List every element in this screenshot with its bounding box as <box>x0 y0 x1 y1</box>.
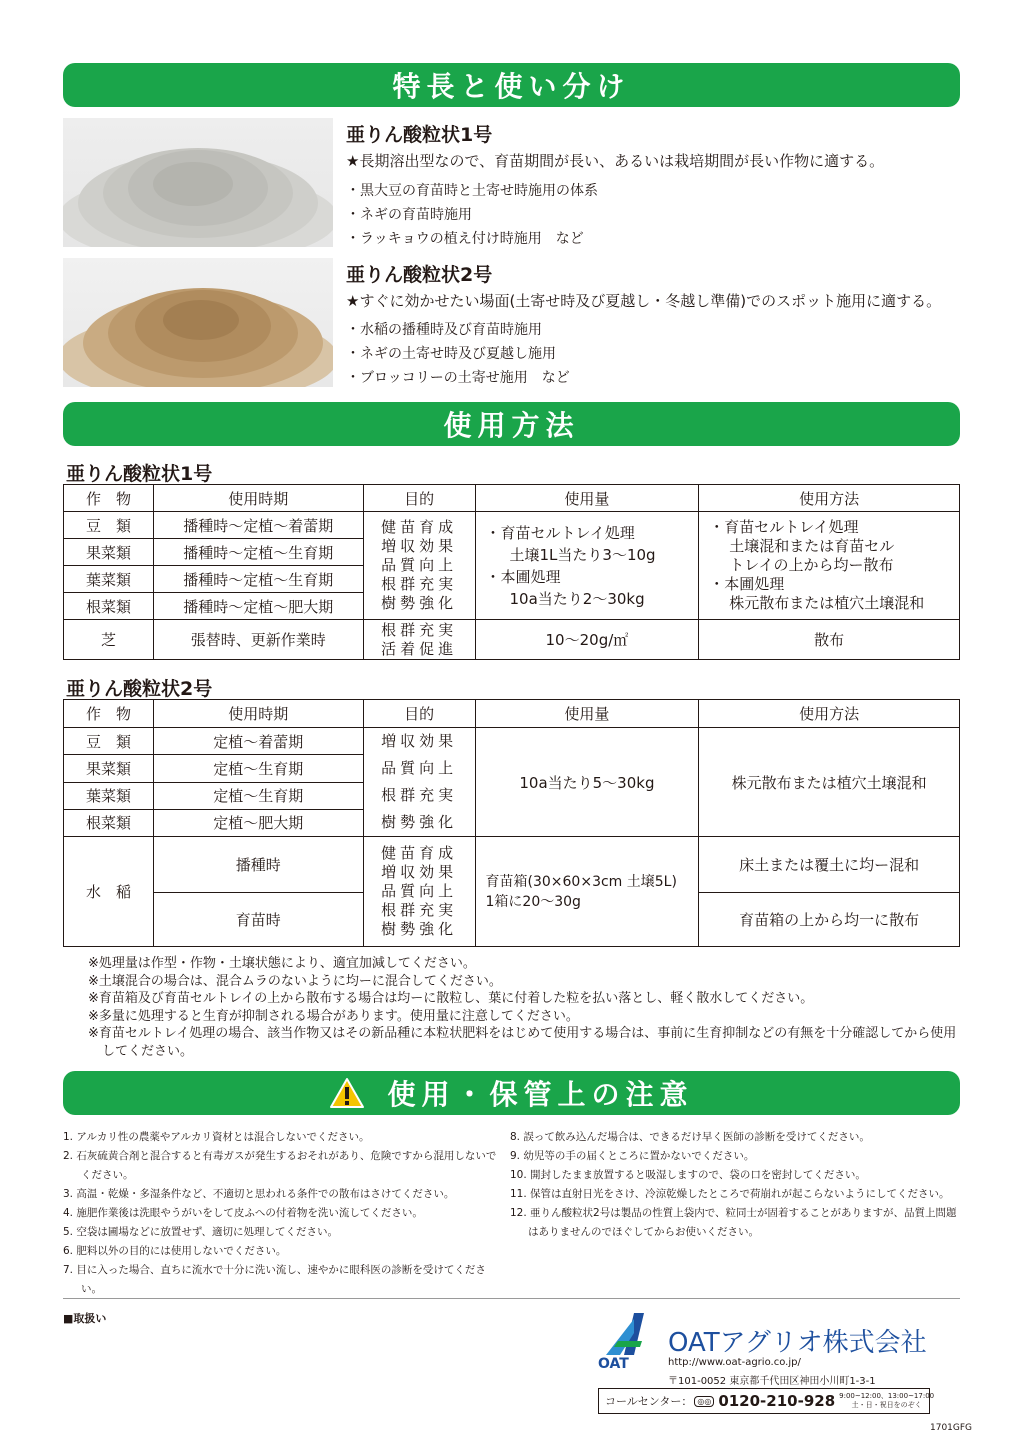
note: ※育苗箱及び育苗セルトレイの上から散布する場合は均ーに散粒し、葉に付着した粒を払い落とし、軽く散水してください。 <box>88 991 814 1006</box>
divider <box>63 1298 960 1299</box>
call-center-label: コールセンター： <box>605 1395 693 1408</box>
method-cell: 床土または覆土に均ー混和 <box>699 837 960 893</box>
logo-text: OAT <box>598 1356 629 1372</box>
company-name: OATアグリオ株式会社 <box>668 1328 927 1358</box>
product2-title: 亜りん酸粒状2号 <box>346 264 493 286</box>
call-center-number[interactable]: 0120-210-928 <box>718 1392 836 1410</box>
crop-cell: 芝 <box>64 620 154 660</box>
crop-cell: 根菜類 <box>64 809 154 836</box>
header-crop: 作 物 <box>64 485 154 512</box>
note: ※処理量は作型・作物・土壌状態により、適宜加減してください。 <box>88 956 476 971</box>
purpose-cell: 健苗育成 増収効果 品質向上 根群充実 樹勢強化 <box>363 512 475 620</box>
table1-title: 亜りん酸粒状1号 <box>66 463 213 485</box>
caution-list-right <box>510 1128 960 1242</box>
features-banner: 特長と使い分け <box>63 63 960 107</box>
crop-cell: 豆 類 <box>64 512 154 539</box>
caution-item: 10. 開封したまま放置すると吸湿しますので、袋の口を密封してください。 <box>510 1169 866 1181</box>
oat-logo <box>598 1311 658 1361</box>
company-address: 〒101-0052 東京都千代田区神田小川町1-3-1 <box>668 1376 876 1387</box>
time-cell: 播種時～定植～生育期 <box>153 539 363 566</box>
product2-item: ・水稲の播種時及び育苗時施用 <box>346 322 542 338</box>
call-center-hours: 9:00~12:00、13:00~17:00 土・日・祝日をのぞく <box>839 1392 935 1409</box>
time-cell: 定植～着蕾期 <box>153 728 363 755</box>
amount-cell: 10a当たり5～30kg <box>475 728 699 837</box>
product1-item: ・ネギの育苗時施用 <box>346 207 472 223</box>
caution-item: 6. 肥料以外の目的には使用しないでください。 <box>63 1245 287 1257</box>
product2-photo <box>63 258 333 387</box>
method-cell: ・育苗セルトレイ処理 土壌混和または育苗セル トレイの上から均ー散布 ・本圃処理 株元散布または植穴土壌混和 <box>699 512 960 620</box>
header-method: 使用方法 <box>699 700 960 728</box>
amount-cell: ・育苗セルトレイ処理 土壌1L当たり3～10g ・本圃処理 10a当たり2～30kg <box>475 512 699 620</box>
crop-cell: 葉菜類 <box>64 566 154 593</box>
product2-item: ・ネギの土寄せ時及び夏越し施用 <box>346 346 556 362</box>
header-amount: 使用量 <box>475 700 699 728</box>
caution-item: 4. 施肥作業後は洗眼やうがいをして皮ふへの付着物を洗い流してください。 <box>63 1207 423 1219</box>
caution-banner-text: 使用・保管上の注意 <box>387 1078 694 1111</box>
time-cell: 定植～肥大期 <box>153 809 363 836</box>
usage-notes <box>88 955 958 1060</box>
company-url[interactable]: http://www.oat-agrio.co.jp/ <box>668 1357 801 1368</box>
purpose-cell: 根群充実 活着促進 <box>363 620 475 660</box>
caution-banner <box>63 1071 960 1115</box>
usage-banner: 使用方法 <box>63 402 960 446</box>
caution-item: 11. 保管は直射日光をさけ、冷涼乾燥したところで荷崩れが起こらないようにしてください。 <box>510 1188 950 1200</box>
header-time: 使用時期 <box>153 485 363 512</box>
caution-item: 8. 誤って飲み込んだ場合は、できるだけ早く医師の診断を受けてください。 <box>510 1131 870 1143</box>
caution-item: 1. アルカリ性の農薬やアルカリ資材とは混合しないでください。 <box>63 1131 370 1143</box>
table2-title: 亜りん酸粒状2号 <box>66 678 213 700</box>
crop-cell: 果菜類 <box>64 755 154 782</box>
crop-cell: 葉菜類 <box>64 782 154 809</box>
product1-item: ・ラッキョウの植え付け時施用 など <box>346 231 584 247</box>
caution-item: 2. 石灰硫黄合剤と混合すると有毒ガスが発生するおそれがあり、危険ですから混用しないでください。 <box>63 1150 497 1181</box>
usage-table-2 <box>63 699 960 947</box>
document-code: 1701GFG <box>930 1423 973 1433</box>
crop-cell: 果菜類 <box>64 539 154 566</box>
white-granules-image <box>63 118 333 247</box>
header-time: 使用時期 <box>153 700 363 728</box>
usage-table-1 <box>63 484 960 660</box>
note: ※土壌混合の場合は、混合ムラのないように均ーに混合してください。 <box>88 973 502 989</box>
product1-title: 亜りん酸粒状1号 <box>346 124 493 146</box>
product2-lead: ★すぐに効かせたい場面(土寄せ時及び夏越し・冬越し準備)でのスポット施用に適する。 <box>346 292 942 310</box>
header-amount: 使用量 <box>475 485 699 512</box>
logo-a-icon <box>598 1311 658 1357</box>
time-cell: 播種時～定植～肥大期 <box>153 593 363 620</box>
caution-item: 5. 空袋は圃場などに放置せず、適切に処理してください。 <box>63 1226 339 1238</box>
call-center-box <box>598 1388 935 1414</box>
time-cell: 定植～生育期 <box>153 755 363 782</box>
product1-lead: ★長期溶出型なので、育苗期間が長い、あるいは栽培期間が長い作物に適する。 <box>346 152 885 170</box>
caution-list-left <box>63 1128 503 1299</box>
time-cell: 播種時 <box>153 837 363 893</box>
product1-photo <box>63 118 333 247</box>
time-cell: 播種時～定植～着蕾期 <box>153 512 363 539</box>
method-cell: 散布 <box>699 620 960 660</box>
header-purpose: 目的 <box>363 700 475 728</box>
purpose-cell: 増収効果 品質向上 根群充実 樹勢強化 <box>363 728 475 837</box>
caution-item: 7. 目に入った場合、直ちに流水で十分に洗い流し、速やかに眼科医の診断を受けてください。 <box>63 1264 486 1295</box>
time-cell: 育苗時 <box>153 893 363 947</box>
brown-granules-image <box>63 258 333 387</box>
time-cell: 播種時～定植～生育期 <box>153 566 363 593</box>
header-crop: 作 物 <box>64 700 154 728</box>
caution-item: 9. 幼児等の手の届くところに置かないでください。 <box>510 1150 755 1162</box>
crop-cell: 豆 類 <box>64 728 154 755</box>
amount-cell: 育苗箱(30×60×3cm 土壌5L) 1箱に20～30g <box>475 837 699 947</box>
method-cell: 株元散布または植穴土壌混和 <box>699 728 960 837</box>
product2-item: ・ブロッコリーの土寄せ施用 など <box>346 370 570 386</box>
time-cell: 定植～生育期 <box>153 782 363 809</box>
product1-item: ・黒大豆の育苗時と土寄せ時施用の体系 <box>346 183 598 199</box>
freedial-icon: ◎◎ <box>694 1396 714 1407</box>
handling-label: ■取扱い <box>63 1312 107 1325</box>
warning-icon <box>329 1077 365 1109</box>
caution-item: 12. 亜りん酸粒状2号は製品の性質上袋内で、粒同士が固着することがありますが、品質上問題はありませんのでほぐしてからお使いください。 <box>510 1207 957 1238</box>
time-cell: 張替時、更新作業時 <box>153 620 363 660</box>
amount-cell: 10～20g/㎡ <box>475 620 699 660</box>
crop-cell: 根菜類 <box>64 593 154 620</box>
method-cell: 育苗箱の上から均一に散布 <box>699 893 960 947</box>
purpose-cell: 健苗育成 増収効果 品質向上 根群充実 樹勢強化 <box>363 837 475 947</box>
note: ※多量に処理すると生育が抑制される場合があります。使用量に注意してください。 <box>88 1008 579 1024</box>
header-method: 使用方法 <box>699 485 960 512</box>
caution-item: 3. 高温・乾燥・多湿条件など、不適切と思われる条件での散布はさけてください。 <box>63 1188 455 1200</box>
crop-cell: 水 稲 <box>64 837 154 947</box>
header-purpose: 目的 <box>363 485 475 512</box>
note: ※育苗セルトレイ処理の場合、該当作物又はその新品種に本粒状肥料をはじめて使用する場合は、事前に生育抑制などの有無を十分確認してから使用してください。 <box>88 1026 957 1059</box>
